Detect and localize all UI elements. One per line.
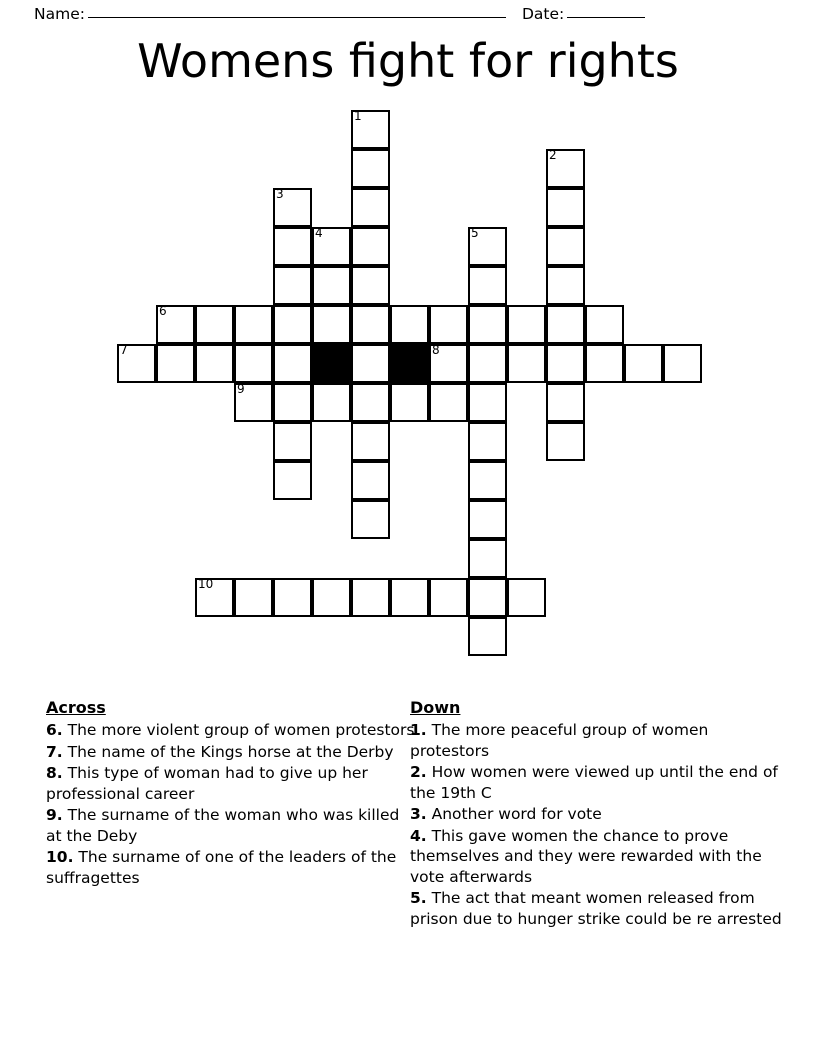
grid-cell-number: 8 <box>432 343 440 357</box>
clue-number: 7. <box>46 742 63 761</box>
clue-text: The more peaceful group of women protestors <box>410 721 709 760</box>
grid-cell[interactable] <box>351 149 390 188</box>
grid-cell[interactable] <box>351 344 390 383</box>
grid-cell-number: 7 <box>120 343 128 357</box>
grid-cell[interactable] <box>468 617 507 656</box>
clue-text: The more violent group of women protestors <box>62 721 415 739</box>
grid-cell[interactable] <box>546 344 585 383</box>
grid-cell[interactable] <box>468 344 507 383</box>
grid-cell[interactable] <box>195 344 234 383</box>
grid-cell[interactable] <box>273 578 312 617</box>
grid-cell[interactable] <box>312 266 351 305</box>
grid-cell[interactable] <box>585 344 624 383</box>
down-clue-3 <box>410 804 782 825</box>
grid-cell[interactable] <box>351 500 390 539</box>
grid-cell[interactable] <box>390 578 429 617</box>
grid-cell[interactable] <box>273 227 312 266</box>
grid-cell[interactable] <box>195 578 234 617</box>
down-clue-5 <box>410 888 782 929</box>
clue-text: The surname of the woman who was killed at the Deby <box>46 806 400 845</box>
grid-cell[interactable] <box>234 344 273 383</box>
grid-cell[interactable] <box>546 383 585 422</box>
grid-cell[interactable] <box>234 383 273 422</box>
grid-cell[interactable] <box>429 383 468 422</box>
grid-cell[interactable] <box>273 422 312 461</box>
grid-cell[interactable] <box>156 305 195 344</box>
grid-cell[interactable] <box>468 500 507 539</box>
grid-cell[interactable] <box>624 344 663 383</box>
down-clue-list <box>410 720 782 929</box>
grid-cell[interactable] <box>468 383 507 422</box>
grid-cell-number: 10 <box>198 577 214 591</box>
grid-cell[interactable] <box>390 383 429 422</box>
grid-cell[interactable] <box>117 344 156 383</box>
grid-cell[interactable] <box>351 383 390 422</box>
grid-cell[interactable] <box>507 305 546 344</box>
down-clue-1 <box>410 720 782 761</box>
grid-cell[interactable] <box>273 344 312 383</box>
grid-cell[interactable] <box>429 578 468 617</box>
grid-cell[interactable] <box>273 383 312 422</box>
clue-number: 3. <box>410 805 427 823</box>
grid-cell[interactable] <box>351 305 390 344</box>
grid-cell[interactable] <box>390 305 429 344</box>
clue-number: 4. <box>410 826 427 845</box>
grid-cell[interactable] <box>156 344 195 383</box>
clue-number: 1. <box>410 721 427 739</box>
down-clues-column <box>410 698 782 930</box>
grid-cell[interactable] <box>546 188 585 227</box>
across-clue-10 <box>46 847 418 888</box>
grid-cell[interactable] <box>234 578 273 617</box>
grid-cell[interactable] <box>312 383 351 422</box>
across-clue-list <box>46 720 418 888</box>
grid-cell[interactable] <box>468 266 507 305</box>
name-label: Name: <box>34 5 85 23</box>
across-clues-column <box>46 698 418 930</box>
grid-cell-blocked <box>312 344 351 383</box>
grid-cell[interactable] <box>546 149 585 188</box>
grid-cell[interactable] <box>429 305 468 344</box>
grid-cell[interactable] <box>546 266 585 305</box>
grid-cell[interactable] <box>351 266 390 305</box>
grid-cell[interactable] <box>351 422 390 461</box>
clues-section <box>0 698 816 930</box>
grid-cell[interactable] <box>585 305 624 344</box>
grid-cell-number: 3 <box>276 187 284 201</box>
grid-cell[interactable] <box>312 578 351 617</box>
grid-cell[interactable] <box>273 305 312 344</box>
clue-text: Another word for vote <box>426 805 602 823</box>
grid-cell[interactable] <box>429 344 468 383</box>
grid-cell-number: 4 <box>315 226 323 240</box>
grid-cell-number: 9 <box>237 382 245 396</box>
clue-text: This gave women the chance to prove themselves and they were rewarded with the vote afterwards <box>410 826 762 886</box>
grid-cell[interactable] <box>312 305 351 344</box>
grid-cell[interactable] <box>468 227 507 266</box>
clue-text: The name of the Kings horse at the Derby <box>62 742 394 761</box>
date-label: Date: <box>521 5 565 23</box>
grid-cell[interactable] <box>507 344 546 383</box>
clue-number: 6. <box>46 721 63 739</box>
down-clue-2 <box>410 762 782 803</box>
grid-cell[interactable] <box>195 305 234 344</box>
grid-cell[interactable] <box>351 227 390 266</box>
grid-cell-number: 6 <box>159 304 167 318</box>
grid-cell[interactable] <box>273 266 312 305</box>
clue-number: 8. <box>46 764 63 782</box>
across-clue-9 <box>46 805 418 846</box>
clue-text: How women were viewed up until the end of the 19th C <box>410 763 778 802</box>
grid-cell[interactable] <box>663 344 702 383</box>
grid-cell-number: 1 <box>354 109 362 123</box>
grid-cell[interactable] <box>351 188 390 227</box>
across-clue-7 <box>46 742 418 763</box>
grid-cell[interactable] <box>273 188 312 227</box>
grid-cell[interactable] <box>507 578 546 617</box>
grid-cell-number: 2 <box>549 148 557 162</box>
clue-number: 2. <box>410 763 427 781</box>
page-title: Womens fight for rights <box>137 34 679 88</box>
grid-cell[interactable] <box>351 110 390 149</box>
down-clue-4 <box>410 826 782 888</box>
grid-cell[interactable] <box>468 539 507 578</box>
grid-cell[interactable] <box>546 305 585 344</box>
clue-number: 9. <box>46 806 63 824</box>
down-heading: Down <box>410 698 461 717</box>
across-clue-6 <box>46 720 418 741</box>
grid-cell[interactable] <box>468 461 507 500</box>
grid-cell-number: 5 <box>471 226 479 240</box>
grid-cell[interactable] <box>351 578 390 617</box>
grid-cell-blocked <box>390 344 429 383</box>
across-clue-8 <box>46 763 418 804</box>
clue-text: The surname of one of the leaders of the suffragettes <box>46 848 397 887</box>
clue-text: The act that meant women released from prison due to hunger strike could be re arrested <box>410 889 782 928</box>
grid-cell[interactable] <box>312 227 351 266</box>
grid-cell[interactable] <box>468 422 507 461</box>
grid-cell[interactable] <box>234 305 273 344</box>
clue-number: 5. <box>410 889 427 907</box>
clue-text: This type of woman had to give up her professional career <box>46 764 368 803</box>
grid-cell[interactable] <box>546 422 585 461</box>
grid-cell[interactable] <box>273 461 312 500</box>
across-heading: Across <box>46 698 106 717</box>
grid-cell[interactable] <box>468 578 507 617</box>
grid-cell[interactable] <box>546 227 585 266</box>
clue-number: 10. <box>46 848 74 866</box>
grid-cell[interactable] <box>468 305 507 344</box>
grid-cell[interactable] <box>351 461 390 500</box>
